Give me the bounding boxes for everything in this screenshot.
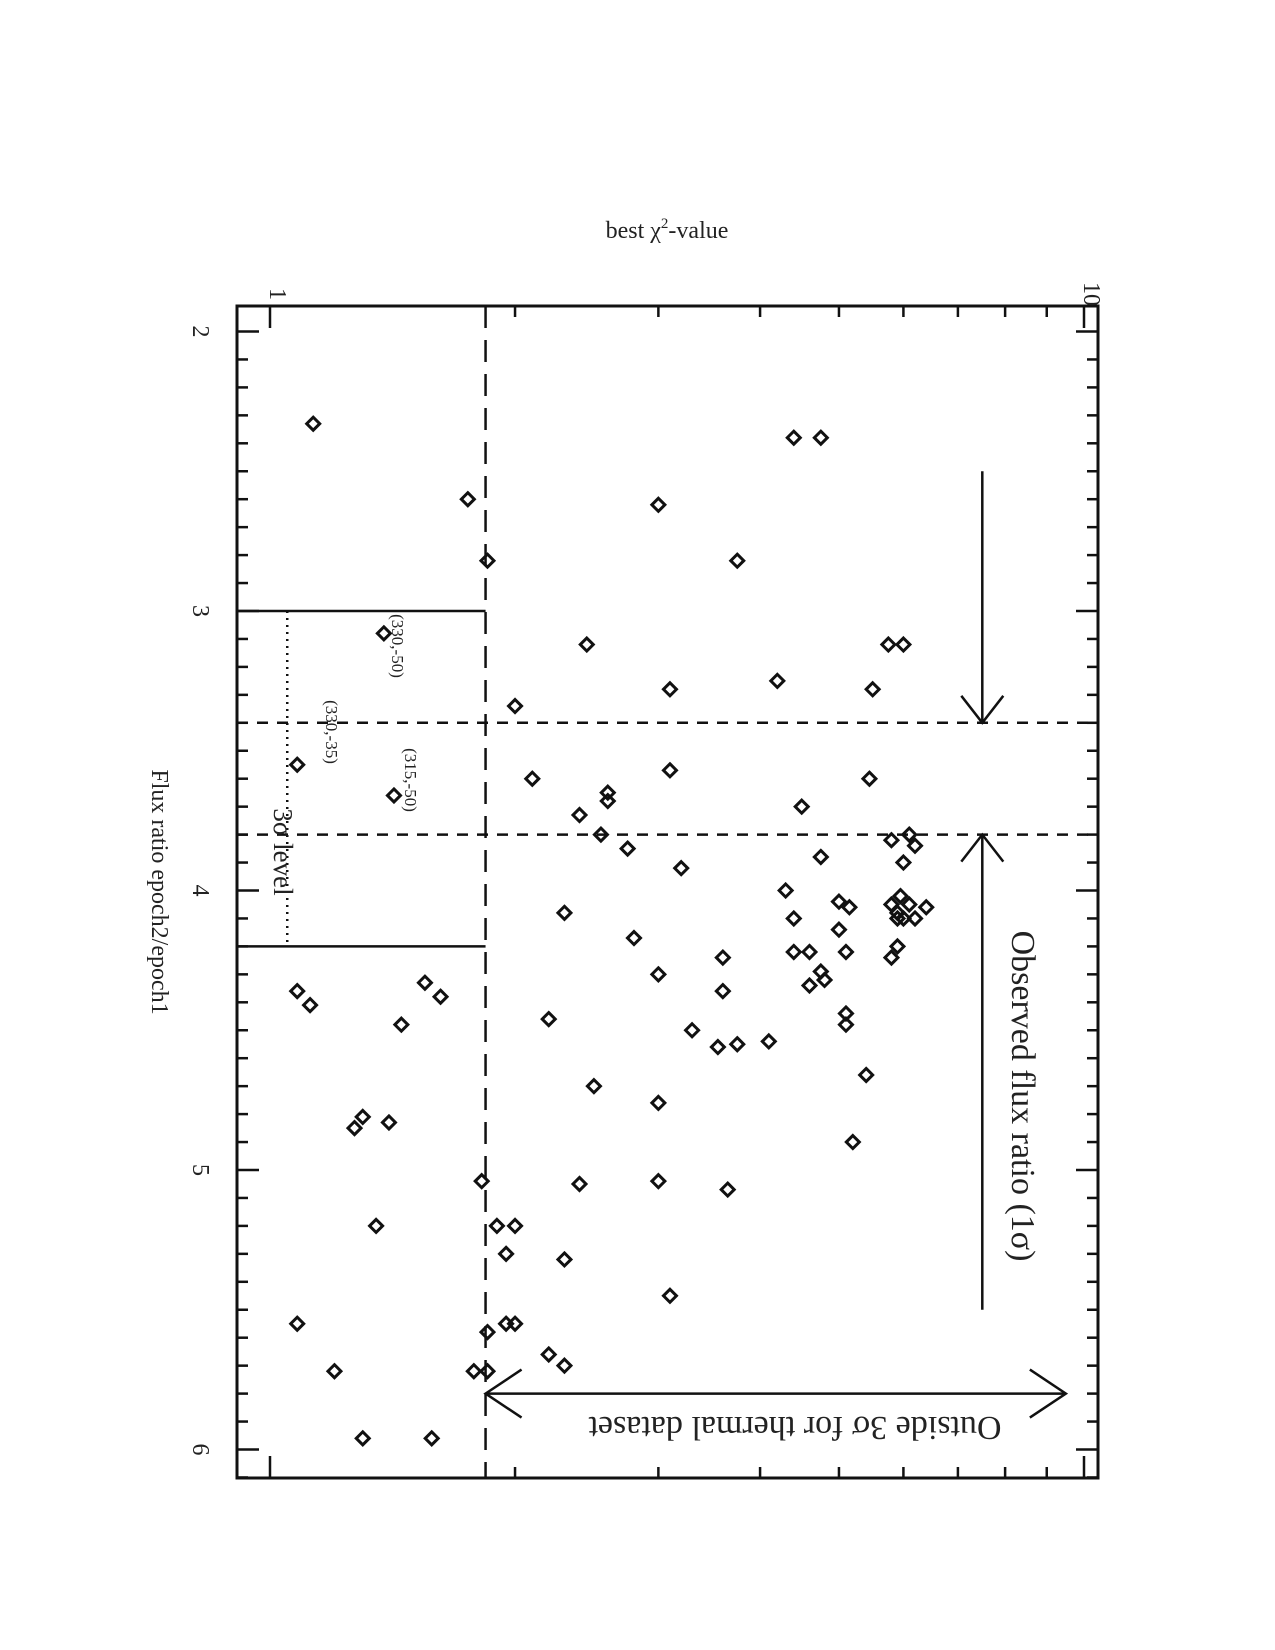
plot-frame xyxy=(237,306,1098,1478)
data-point xyxy=(882,638,895,651)
data-point xyxy=(500,1317,513,1330)
data-point xyxy=(711,1041,724,1054)
annotation-330-50: (330,-50) xyxy=(388,614,407,678)
annotation-315-50: (315,-50) xyxy=(401,748,420,812)
data-point xyxy=(434,990,447,1003)
data-point xyxy=(897,856,910,869)
data-point xyxy=(663,683,676,696)
data-point xyxy=(467,1365,480,1378)
data-point xyxy=(814,431,827,444)
data-point xyxy=(542,1348,555,1361)
data-point xyxy=(686,1024,699,1037)
data-point xyxy=(356,1110,369,1123)
x-tick-label: 6 xyxy=(187,1443,213,1456)
annotation-observed-flux-ratio: Observed flux ratio (1σ) xyxy=(1004,930,1041,1262)
data-point xyxy=(573,809,586,822)
data-point xyxy=(580,638,593,651)
data-point xyxy=(558,906,571,919)
data-point xyxy=(779,884,792,897)
data-point xyxy=(382,1116,395,1129)
data-point xyxy=(652,968,665,981)
data-point xyxy=(721,1183,734,1196)
annotation-3sigma-level: 3σ level xyxy=(268,808,298,896)
data-point xyxy=(731,1038,744,1051)
x-axis-title: Flux ratio epoch2/epoch1 xyxy=(146,769,172,1015)
data-point xyxy=(291,1317,304,1330)
data-point xyxy=(481,1326,494,1339)
x-tick-label: 3 xyxy=(187,605,213,617)
data-point xyxy=(652,1096,665,1109)
data-point xyxy=(370,1219,383,1232)
y-tick-label: 10 xyxy=(1078,282,1104,306)
data-point xyxy=(500,1247,513,1260)
data-point xyxy=(509,1219,522,1232)
data-point xyxy=(795,800,808,813)
x-tick-label: 5 xyxy=(187,1164,213,1176)
data-point xyxy=(542,1013,555,1026)
data-point xyxy=(291,985,304,998)
data-points xyxy=(291,417,933,1445)
data-point xyxy=(387,789,400,802)
data-point xyxy=(304,999,317,1012)
data-point xyxy=(418,976,431,989)
data-point xyxy=(558,1359,571,1372)
data-point xyxy=(675,862,688,875)
x-tick-label: 2 xyxy=(187,325,213,338)
data-point xyxy=(526,772,539,785)
data-point xyxy=(461,493,474,506)
data-point xyxy=(897,638,910,651)
data-point xyxy=(663,764,676,777)
data-point xyxy=(627,932,640,945)
data-point xyxy=(291,758,304,771)
annotations xyxy=(268,614,1041,1446)
data-point xyxy=(803,945,816,958)
data-point xyxy=(621,842,634,855)
data-point xyxy=(509,700,522,713)
data-point xyxy=(909,912,922,925)
data-point xyxy=(652,1175,665,1188)
data-point xyxy=(762,1035,775,1048)
data-point xyxy=(866,683,879,696)
data-point xyxy=(395,1018,408,1031)
data-point xyxy=(839,1018,852,1031)
data-point xyxy=(863,772,876,785)
data-point xyxy=(839,945,852,958)
data-point xyxy=(716,951,729,964)
data-point xyxy=(328,1365,341,1378)
data-point xyxy=(832,923,845,936)
annotation-outside-3sigma: Outside 3σ for thermal dataset xyxy=(588,1409,1002,1446)
y-tick-label: 1 xyxy=(264,288,290,300)
annotation-330-35: (330,-35) xyxy=(322,700,341,764)
data-point xyxy=(787,912,800,925)
reference-lines xyxy=(237,306,1098,1478)
data-point xyxy=(481,554,494,567)
data-point xyxy=(716,985,729,998)
data-point xyxy=(481,1365,494,1378)
data-point xyxy=(573,1177,586,1190)
data-point xyxy=(348,1122,361,1135)
data-point xyxy=(425,1432,438,1445)
data-point xyxy=(663,1289,676,1302)
x-tick-label: 4 xyxy=(187,884,213,897)
data-point xyxy=(558,1253,571,1266)
data-point xyxy=(846,1136,859,1149)
tick-group xyxy=(187,282,1104,1478)
data-point xyxy=(587,1080,600,1093)
y-axis-title: best $\chi^2$-value xyxy=(605,216,729,244)
data-point xyxy=(490,1219,503,1232)
data-point xyxy=(787,431,800,444)
data-point xyxy=(771,674,784,687)
data-point xyxy=(920,901,933,914)
data-point xyxy=(860,1068,873,1081)
data-point xyxy=(652,498,665,511)
data-point xyxy=(356,1432,369,1445)
data-point xyxy=(803,979,816,992)
data-point xyxy=(731,554,744,567)
data-point xyxy=(787,945,800,958)
data-point xyxy=(307,417,320,430)
data-point xyxy=(814,850,827,863)
